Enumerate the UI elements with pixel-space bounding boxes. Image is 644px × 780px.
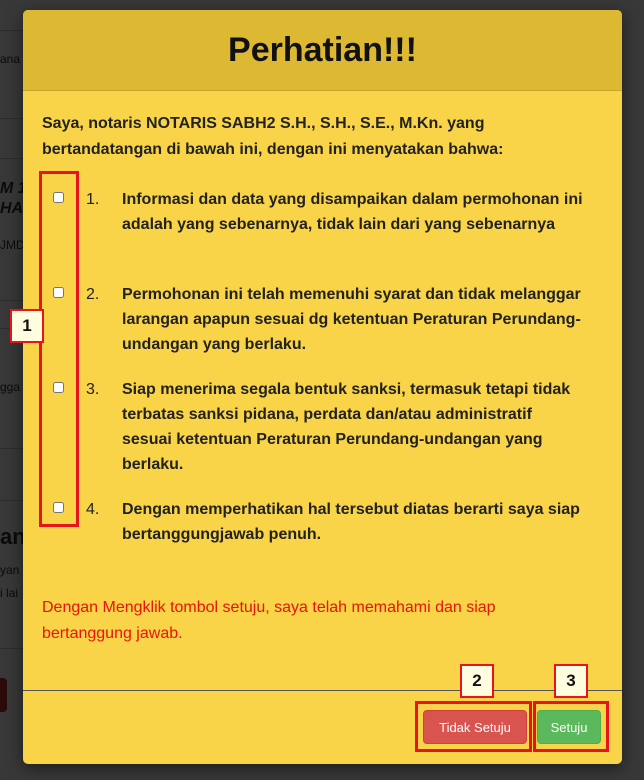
statement-number: 3.	[86, 381, 100, 398]
statement-text: Dengan memperhatikan hal tersebut diatas berarti saya siap bertanggungjawab penuh.	[122, 501, 580, 543]
modal-title: Perhatian!!!	[228, 30, 417, 69]
statement-text: Siap menerima segala bentuk sanksi, termasuk tetapi tidak terbatas sanksi pidana, perdata dan/atau administratif sesuai ketentuan Peraturan Perundang-undangan yang berlaku.	[122, 381, 571, 473]
intro-text: Saya, notaris NOTARIS SABH2 S.H., S.H., S.E., M.Kn. yang bertandatangan di bawah ini, dengan ini menyatakan bahwa:	[42, 115, 504, 158]
agreement-modal	[23, 10, 622, 764]
annotation-label-1: 1	[10, 309, 44, 343]
agree-highlight	[533, 701, 609, 752]
consent-note: Dengan Mengklik tombol setuju, saya telah memahami dan siap bertanggung jawab.	[42, 599, 496, 642]
annotation-label-3: 3	[554, 664, 588, 698]
statement-text: Permohonan ini telah memenuhi syarat dan tidak melanggar larangan apapun sesuai dg ketentuan Peraturan Perundang-undangan yang berlaku.	[122, 286, 581, 353]
disagree-button[interactable]: Tidak Setuju	[423, 710, 527, 744]
modal-footer-divider	[23, 690, 622, 691]
agree-button[interactable]: Setuju	[537, 710, 601, 744]
statement-text: Informasi dan data yang disampaikan dalam permohonan ini adalah yang sebenarnya, tidak lain dari yang sebenarnya	[122, 191, 583, 233]
checkboxes-highlight	[39, 171, 79, 527]
statement-number: 4.	[86, 501, 100, 518]
statement-number: 2.	[86, 286, 100, 303]
modal-header	[23, 10, 622, 91]
disagree-highlight	[415, 701, 532, 752]
statement-number: 1.	[86, 191, 100, 208]
annotation-label-2: 2	[460, 664, 494, 698]
